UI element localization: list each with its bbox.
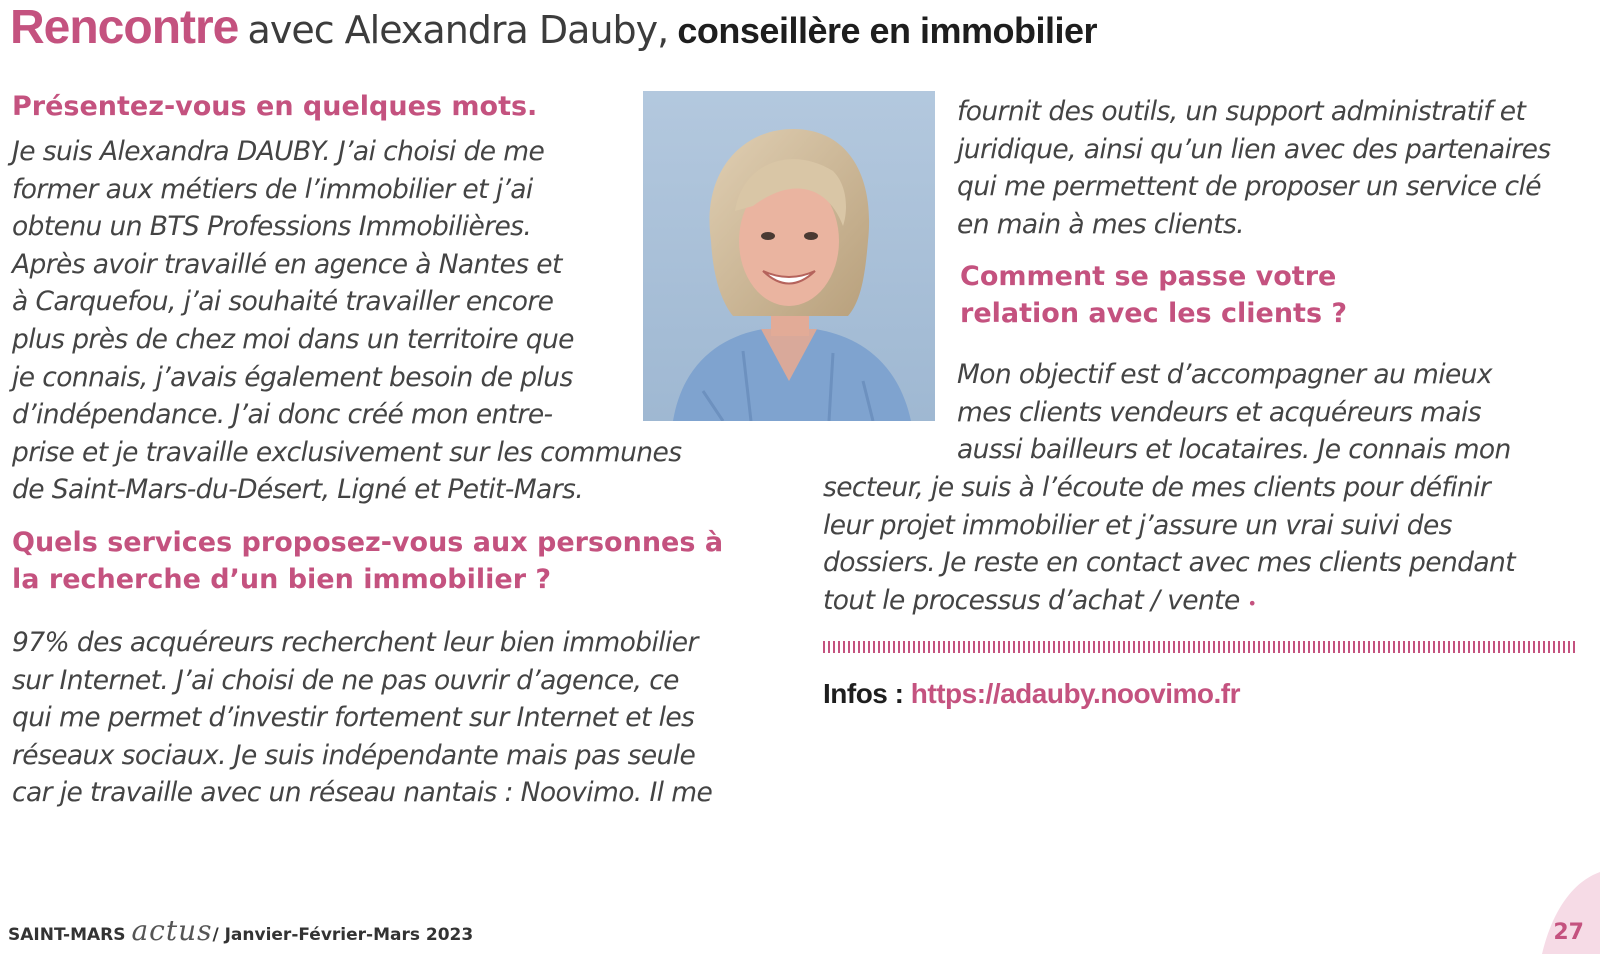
heading-line: Comment se passe votre bbox=[960, 261, 1337, 292]
infos-link[interactable]: https://adauby.noovimo.fr bbox=[910, 678, 1240, 709]
article-title bbox=[10, 0, 1097, 60]
infos-line bbox=[823, 678, 1240, 710]
page-footer bbox=[8, 914, 473, 947]
body-line: fournit des outils, un support administratif et bbox=[957, 96, 1526, 127]
body-line: Mon objectif est d’accompagner au mieux bbox=[957, 359, 1492, 390]
body-line: secteur, je suis à l’écoute de mes clients pour définir bbox=[823, 472, 1491, 503]
body-line: à Carquefou, j’ai souhaité travailler encore bbox=[12, 286, 554, 318]
footer-issue: / Janvier-Février-Mars 2023 bbox=[212, 925, 474, 945]
body-line: Je suis Alexandra DAUBY. J’ai choisi de me bbox=[12, 136, 545, 167]
footer-brand: SAINT-MARS bbox=[8, 925, 126, 945]
heading-line: la recherche d’un bien immobilier ? bbox=[12, 564, 552, 595]
body-line: Après avoir travaillé en agence à Nantes et bbox=[12, 248, 562, 280]
body-line: former aux métiers de l’immobilier et j’ai bbox=[12, 173, 533, 205]
infos-label: Infos : bbox=[823, 678, 904, 709]
body-line: de Saint-Mars-du-Désert, Ligné et Petit-Mars. bbox=[12, 474, 584, 506]
last-line-text: tout le processus d’achat / vente bbox=[823, 584, 1240, 616]
body-line: d’indépendance. J’ai donc créé mon entre- bbox=[12, 399, 553, 431]
section3-body-indented bbox=[957, 356, 1511, 469]
section1-body bbox=[12, 133, 681, 509]
section3-body bbox=[823, 469, 1515, 622]
portrait-photo bbox=[643, 91, 935, 421]
body-line: leur projet immobilier et j’assure un vrai suivi des bbox=[823, 509, 1452, 541]
body-line: qui me permet d’investir fortement sur Internet et les bbox=[12, 702, 695, 734]
body-line: plus près de chez moi dans un territoire que bbox=[12, 323, 574, 355]
body-line: réseaux sociaux. Je suis indépendante mais pas seule bbox=[12, 739, 696, 771]
body-line: obtenu un BTS Professions Immobilières. bbox=[12, 211, 532, 243]
title-middle: avec Alexandra Dauby, bbox=[247, 8, 669, 52]
body-line: mes clients vendeurs et acquéreurs mais bbox=[957, 396, 1481, 428]
body-line: qui me permettent de proposer un service clé bbox=[957, 171, 1541, 203]
body-line: prise et je travaille exclusivement sur les communes bbox=[12, 436, 682, 468]
section3-heading bbox=[960, 258, 1347, 332]
title-word: Rencontre bbox=[10, 1, 239, 54]
dotted-divider bbox=[823, 641, 1577, 653]
body-line: car je travaille avec un réseau nantais : Noovimo. Il me bbox=[12, 777, 713, 809]
footer-brand-script: actus bbox=[131, 914, 213, 947]
body-line: 97% des acquéreurs recherchent leur bien immobilier bbox=[12, 627, 698, 658]
portrait-illustration bbox=[643, 91, 935, 421]
body-line: en main à mes clients. bbox=[957, 208, 1244, 240]
body-line: je connais, j’avais également besoin de plus bbox=[12, 361, 573, 393]
title-end: conseillère en immobilier bbox=[677, 10, 1098, 51]
section1-heading: Présentez-vous en quelques mots. bbox=[12, 91, 538, 122]
body-line: juridique, ainsi qu’un lien avec des partenaires bbox=[957, 133, 1551, 165]
section2-continuation bbox=[957, 93, 1551, 243]
heading-line: Quels services proposez-vous aux personnes à bbox=[12, 527, 724, 558]
page-number: 27 bbox=[1553, 920, 1584, 945]
end-of-article-mark: • bbox=[1247, 593, 1257, 613]
body-line: dossiers. Je reste en contact avec mes clients pendant bbox=[823, 547, 1515, 579]
body-line: sur Internet. J’ai choisi de ne pas ouvrir d’agence, ce bbox=[12, 664, 679, 696]
section2-heading bbox=[12, 524, 723, 598]
section2-body bbox=[12, 624, 712, 812]
heading-line: relation avec les clients ? bbox=[960, 298, 1348, 329]
body-line: aussi bailleurs et locataires. Je connais mon bbox=[957, 434, 1511, 466]
body-line bbox=[823, 582, 1515, 623]
